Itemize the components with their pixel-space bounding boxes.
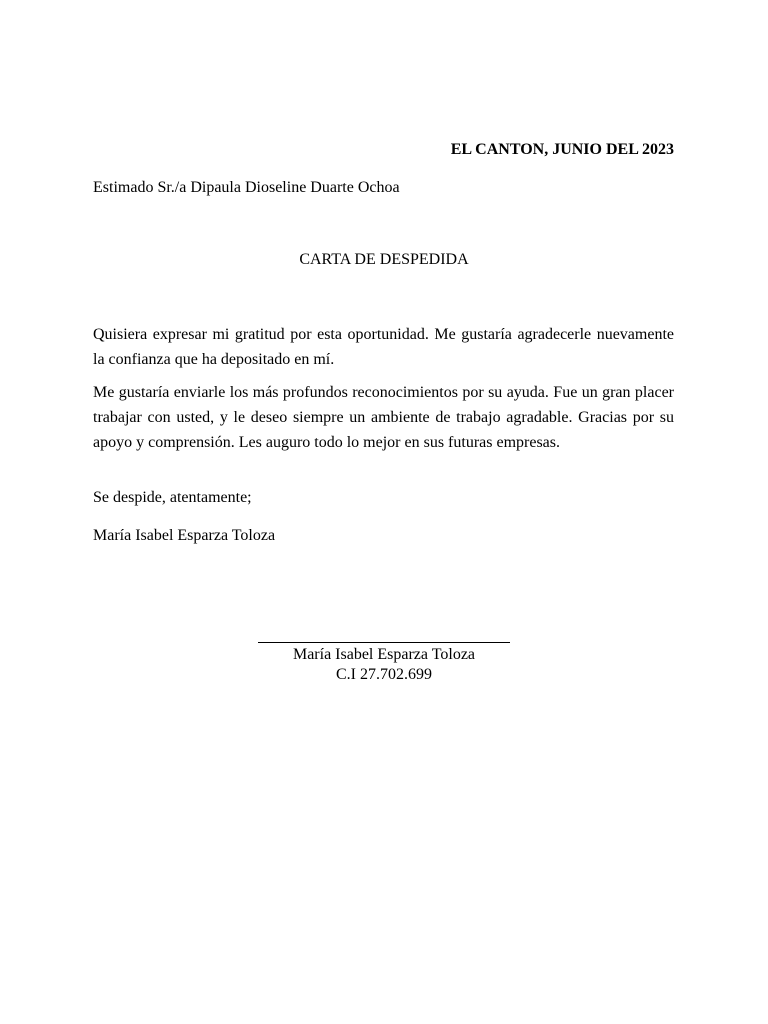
signature-id-number: C.I 27.702.699 <box>336 666 432 683</box>
date-line: EL CANTON, JUNIO DEL 2023 <box>450 141 674 158</box>
closing-phrase: Se despide, atentamente; <box>93 489 252 506</box>
letter-title: CARTA DE DESPEDIDA <box>299 251 469 268</box>
salutation: Estimado Sr./a Dipaula Dioseline Duarte Ochoa <box>93 179 400 196</box>
signature-line <box>258 642 510 643</box>
signer-name-text: María Isabel Esparza Toloza <box>93 527 276 544</box>
body-paragraph-1: Quisiera expresar mi gratitud por esta oportunidad. Me gustaría agradecerle nuevamente la confianza que ha depositado en mí. <box>93 326 674 368</box>
body-paragraph-2: Me gustaría enviarle los más profundos reconocimientos por su ayuda. Fue un gran placer trabajar con usted, y le deseo siempre un ambiente de trabajo agradable. Gracias por su apoyo y comprensión. Les auguro todo lo mejor en sus futuras empresas. <box>93 384 674 451</box>
signature-block <box>0 625 768 683</box>
signature-name: María Isabel Esparza Toloza <box>292 646 476 663</box>
